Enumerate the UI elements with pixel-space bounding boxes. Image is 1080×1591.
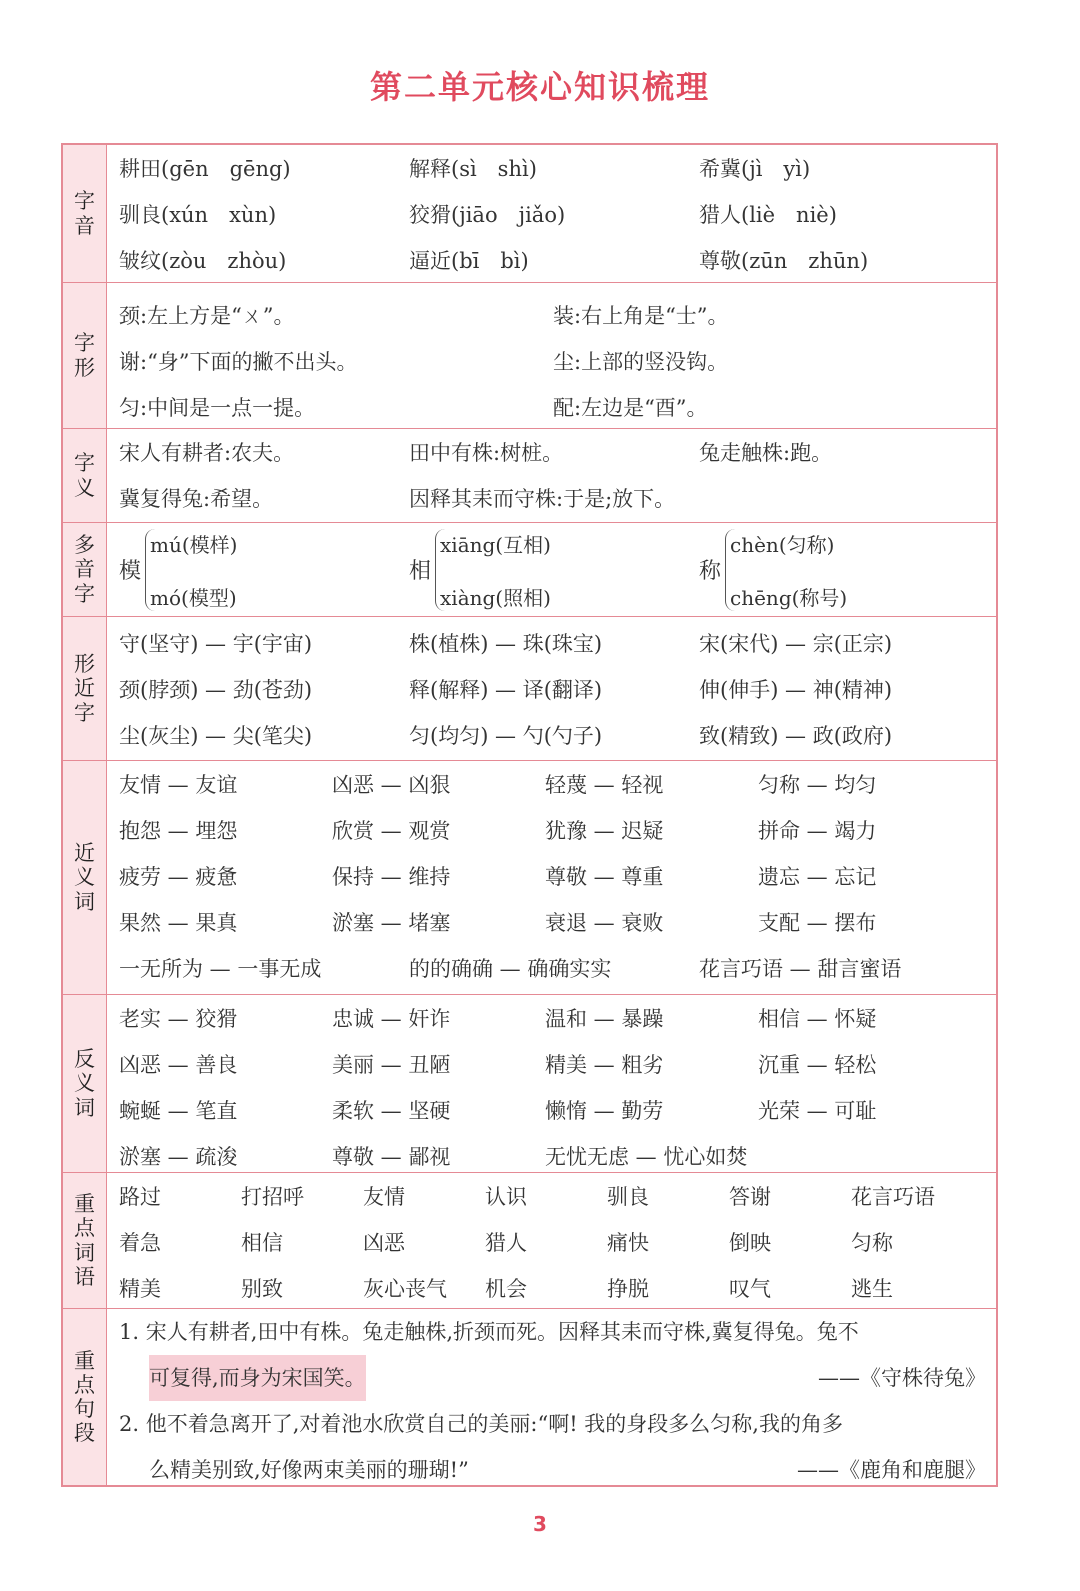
section-label: 反义词 [63,995,107,1172]
section-label: 字义 [63,429,107,522]
list-item: 株(植株) — 珠(珠宝) [409,632,603,656]
list-item: 的的确确 — 确确实实 [409,957,612,981]
list-item: 逃生 [851,1277,893,1301]
list-item: 痛快 [607,1231,649,1255]
list-item: 田中有株:树桩。 [409,441,564,465]
section-label: 重点词语 [63,1173,107,1308]
passage-1-source: ——《守株待兔》 [818,1366,986,1390]
polyphone-item: 称 chèn(匀称) chēng(称号) [699,529,989,611]
list-item: 匀(均匀) — 勺(勺子) [409,724,603,748]
list-item: 轻蔑 — 轻视 [545,773,664,797]
section-ziyi [63,429,996,523]
section-duoyinzi [63,523,996,617]
list-item: 凶恶 [363,1231,405,1255]
list-item: 无忧无虑 — 忧心如焚 [545,1145,748,1169]
list-item: 抱怨 — 埋怨 [119,819,238,843]
list-item: 沉重 — 轻松 [758,1053,877,1077]
section-label: 多音字 [63,523,107,616]
list-item: 释(解释) — 译(翻译) [409,678,603,702]
list-item: 遗忘 — 忘记 [758,865,877,889]
list-item: 淤塞 — 堵塞 [332,911,451,935]
list-item: 友情 — 友谊 [119,773,238,797]
list-item: 温和 — 暴躁 [545,1007,664,1031]
list-item: 别致 [241,1277,283,1301]
list-item: 疲劳 — 疲惫 [119,865,238,889]
list-item: 匀称 — 均匀 [758,773,877,797]
passage-1-line-1: 1. 宋人有耕者,田中有株。兔走触株,折颈而死。因释其耒而守株,冀复得兔。兔不 [119,1320,859,1344]
list-item: 凶恶 — 善良 [119,1053,238,1077]
list-item: 冀复得兔:希望。 [119,487,274,511]
list-item: 着急 [119,1231,161,1255]
polyphone-item: 模 mú(模样) mó(模型) [119,529,409,611]
list-item: 认识 [485,1185,527,1209]
list-item: 致(精致) — 政(政府) [699,724,893,748]
list-item: 兔走触株:跑。 [699,441,833,465]
list-item: 友情 [363,1185,405,1209]
list-item: 尊敬 — 鄙视 [332,1145,451,1169]
list-item: 一无所为 — 一事无成 [119,957,322,981]
passage-1-line-2: 可复得,而身为宋国笑。 [149,1355,366,1401]
list-item: 谢:“身”下面的撇不出头。 [119,350,358,374]
list-item: 尘(灰尘) — 尖(笔尖) [119,724,313,748]
list-item: 颈:左上方是“ㄨ”。 [119,304,295,328]
list-item: 匀称 [851,1231,893,1255]
section-zhongdianjuduan [63,1309,996,1485]
list-item: 拼命 — 竭力 [758,819,877,843]
list-item: 懒惰 — 勤劳 [545,1099,664,1123]
list-item: 犹豫 — 迟疑 [545,819,664,843]
list-item: 伸(伸手) — 神(精神) [699,678,893,702]
knowledge-table [61,143,998,1487]
polyphone-item: 相 xiāng(互相) xiàng(照相) [409,529,699,611]
list-item: 驯良 [607,1185,649,1209]
list-item: 凶恶 — 凶狠 [332,773,451,797]
list-item: 耕田(gēn gēng) [119,157,291,181]
list-item: 老实 — 狡猾 [119,1007,238,1031]
list-item: 匀:中间是一点一提。 [119,396,316,420]
list-item: 花言巧语 [851,1185,935,1209]
section-zixing [63,283,996,429]
list-item: 守(坚守) — 宇(宇宙) [119,632,313,656]
list-item: 宋(宋代) — 宗(正宗) [699,632,893,656]
section-ziyin [63,145,996,283]
section-label: 近义词 [63,761,107,994]
list-item: 猎人 [485,1231,527,1255]
list-item: 解释(sì shì) [409,157,537,181]
list-item: 驯良(xún xùn) [119,203,277,227]
list-item: 颈(脖颈) — 劲(苍劲) [119,678,313,702]
list-item: 精美 [119,1277,161,1301]
section-xingjinzi [63,617,996,761]
list-item: 挣脱 [607,1277,649,1301]
list-item: 希冀(jì yì) [699,157,811,181]
list-item: 皱纹(zòu zhòu) [119,249,287,273]
list-item: 蜿蜒 — 笔直 [119,1099,238,1123]
passage-2-line-2: 么精美别致,好像两束美丽的珊瑚!” [149,1458,469,1482]
section-label: 字音 [63,145,107,282]
list-item: 柔软 — 坚硬 [332,1099,451,1123]
passage-2-line-1: 2. 他不着急离开了,对着池水欣赏自己的美丽:“啊! 我的身段多么匀称,我的角多 [119,1412,843,1436]
list-item: 花言巧语 — 甜言蜜语 [699,957,902,981]
list-item: 猎人(liè niè) [699,203,837,227]
list-item: 保持 — 维持 [332,865,451,889]
page-number: 3 [533,1512,547,1536]
list-item: 打招呼 [241,1185,304,1209]
section-zhongdianciyu [63,1173,996,1309]
list-item: 尊敬 — 尊重 [545,865,664,889]
list-item: 淤塞 — 疏浚 [119,1145,238,1169]
list-item: 衰退 — 衰败 [545,911,664,935]
section-label: 形近字 [63,617,107,760]
section-fanyici [63,995,996,1173]
list-item: 叹气 [729,1277,771,1301]
list-item: 尘:上部的竖没钩。 [553,350,729,374]
section-label: 字形 [63,283,107,428]
list-item: 美丽 — 丑陋 [332,1053,451,1077]
list-item: 忠诚 — 奸诈 [332,1007,451,1031]
list-item: 狡猾(jiāo jiǎo) [409,203,566,227]
page-title: 第二单元核心知识梳理 [369,68,710,106]
list-item: 逼近(bī bì) [409,249,529,273]
list-item: 路过 [119,1185,161,1209]
list-item: 光荣 — 可耻 [758,1099,877,1123]
list-item: 答谢 [729,1185,771,1209]
list-item: 装:右上角是“士”。 [553,304,729,328]
list-item: 灰心丧气 [363,1277,447,1301]
list-item: 精美 — 粗劣 [545,1053,664,1077]
list-item: 相信 [241,1231,283,1255]
section-jinyici [63,761,996,995]
list-item: 欣赏 — 观赏 [332,819,451,843]
list-item: 相信 — 怀疑 [758,1007,877,1031]
list-item: 果然 — 果真 [119,911,238,935]
section-label: 重点句段 [63,1309,107,1485]
list-item: 配:左边是“酉”。 [553,396,708,420]
list-item: 尊敬(zūn zhūn) [699,249,869,273]
list-item: 机会 [485,1277,527,1301]
passage-2-source: ——《鹿角和鹿腿》 [797,1458,986,1482]
list-item: 倒映 [729,1231,771,1255]
list-item: 因释其耒而守株:于是;放下。 [409,487,676,511]
list-item: 支配 — 摆布 [758,911,877,935]
list-item: 宋人有耕者:农夫。 [119,441,295,465]
